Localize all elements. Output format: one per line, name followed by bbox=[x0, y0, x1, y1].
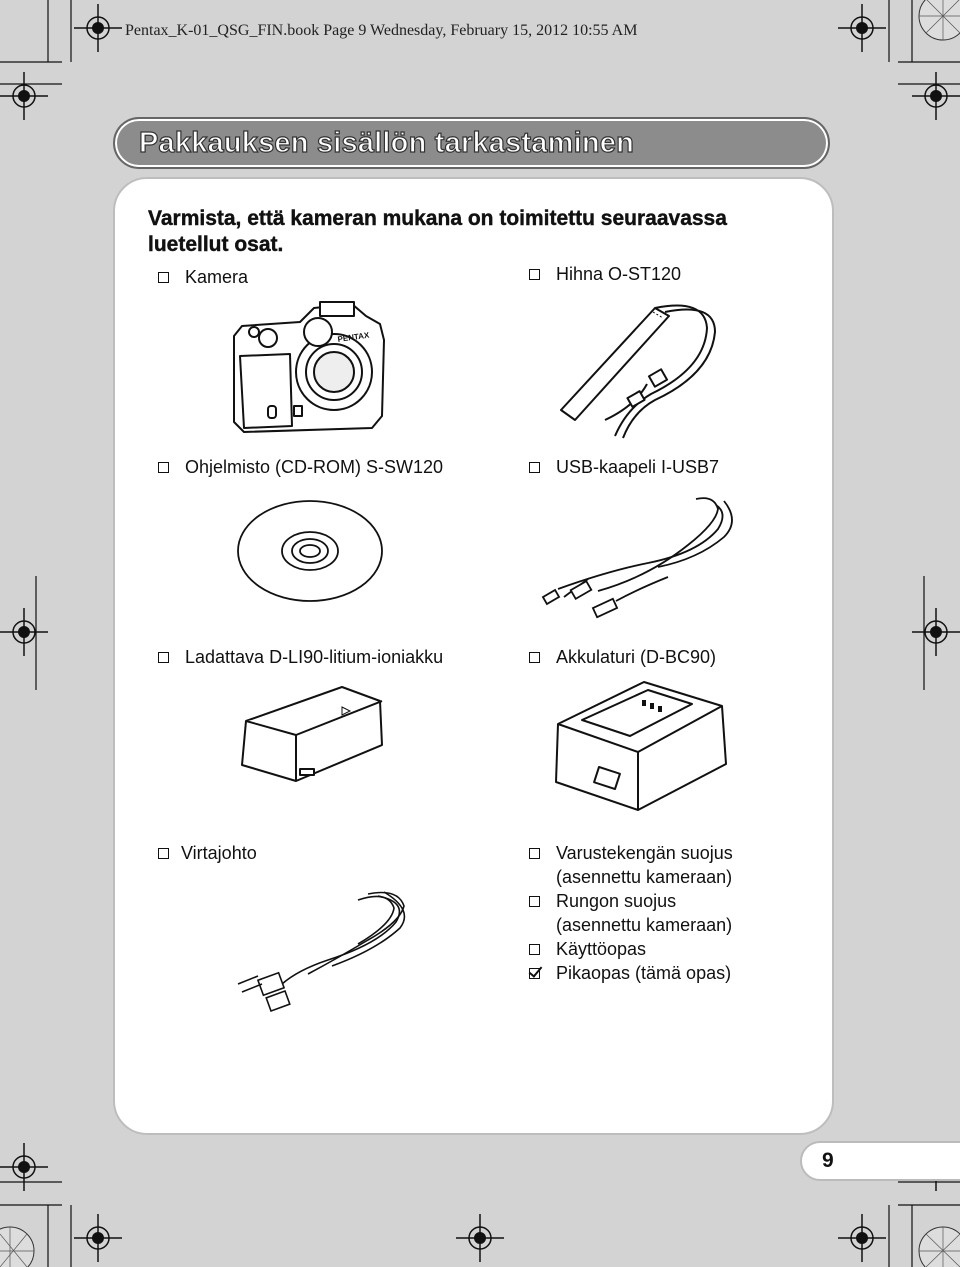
checklist-item-software bbox=[158, 455, 443, 479]
checkbox-checked bbox=[529, 968, 540, 979]
power-cord-illustration bbox=[228, 888, 412, 1016]
checklist-item-power-cord bbox=[158, 841, 257, 865]
checklist-item-manual bbox=[529, 937, 646, 961]
item-label: Käyttöopas bbox=[556, 939, 647, 959]
checklist-item-camera bbox=[158, 265, 248, 289]
camera-brand-label: PENTAX bbox=[337, 330, 370, 344]
checklist-item-charger bbox=[529, 645, 716, 669]
checklist-item-hot-shoe-cover bbox=[529, 841, 733, 889]
item-label-line1: Varustekengän suojus bbox=[556, 843, 733, 863]
checkbox bbox=[158, 272, 169, 283]
checklist-item-battery bbox=[158, 645, 443, 669]
checkbox bbox=[158, 848, 169, 859]
checkbox bbox=[529, 269, 540, 280]
item-label-line2: (asennettu kameraan) bbox=[556, 915, 733, 935]
item-label: Ladattava D-LI90-litium-ioniakku bbox=[185, 647, 444, 667]
cd-rom-illustration bbox=[236, 497, 384, 605]
charger-illustration bbox=[552, 678, 732, 818]
book-header-line: Pentax_K-01_QSG_FIN.book Page 9 Wednesday, February 15, 2012 10:55 AM bbox=[125, 22, 638, 39]
camera-illustration bbox=[222, 296, 392, 438]
item-label: Kamera bbox=[185, 267, 249, 287]
checkbox bbox=[529, 944, 540, 955]
checkbox bbox=[529, 462, 540, 473]
usb-cable-illustration bbox=[528, 493, 738, 627]
checklist-item-usb-cable bbox=[529, 455, 719, 479]
item-label: Akkulaturi (D-BC90) bbox=[556, 647, 717, 667]
checkbox bbox=[529, 896, 540, 907]
checklist-item-quick-guide bbox=[529, 961, 731, 985]
section-title-bar bbox=[113, 117, 830, 169]
strap-illustration bbox=[555, 298, 725, 442]
page-number: 9 bbox=[822, 1149, 834, 1172]
item-label: Ohjelmisto (CD-ROM) S-SW120 bbox=[185, 457, 444, 477]
checkbox bbox=[529, 848, 540, 859]
battery-illustration bbox=[238, 685, 386, 789]
section-title: Pakkauksen sisällön tarkastaminen bbox=[139, 126, 635, 159]
item-label-line1: Rungon suojus bbox=[556, 891, 677, 911]
item-label: USB-kaapeli I-USB7 bbox=[556, 457, 720, 477]
item-label: Hihna O-ST120 bbox=[556, 264, 682, 284]
item-label: Virtajohto bbox=[181, 843, 257, 863]
intro-text: Varmista, että kameran mukana on toimitettu seuraavassa luetellut osat. bbox=[148, 207, 727, 256]
checkbox bbox=[529, 652, 540, 663]
item-label bbox=[556, 841, 733, 889]
checkbox bbox=[158, 652, 169, 663]
item-label: Pikaopas (tämä opas) bbox=[556, 963, 732, 983]
checkbox bbox=[158, 462, 169, 473]
item-label bbox=[556, 889, 732, 937]
checklist-item-strap bbox=[529, 262, 681, 286]
checklist-item-body-cap bbox=[529, 889, 732, 937]
item-label-line2: (asennettu kameraan) bbox=[556, 867, 733, 887]
